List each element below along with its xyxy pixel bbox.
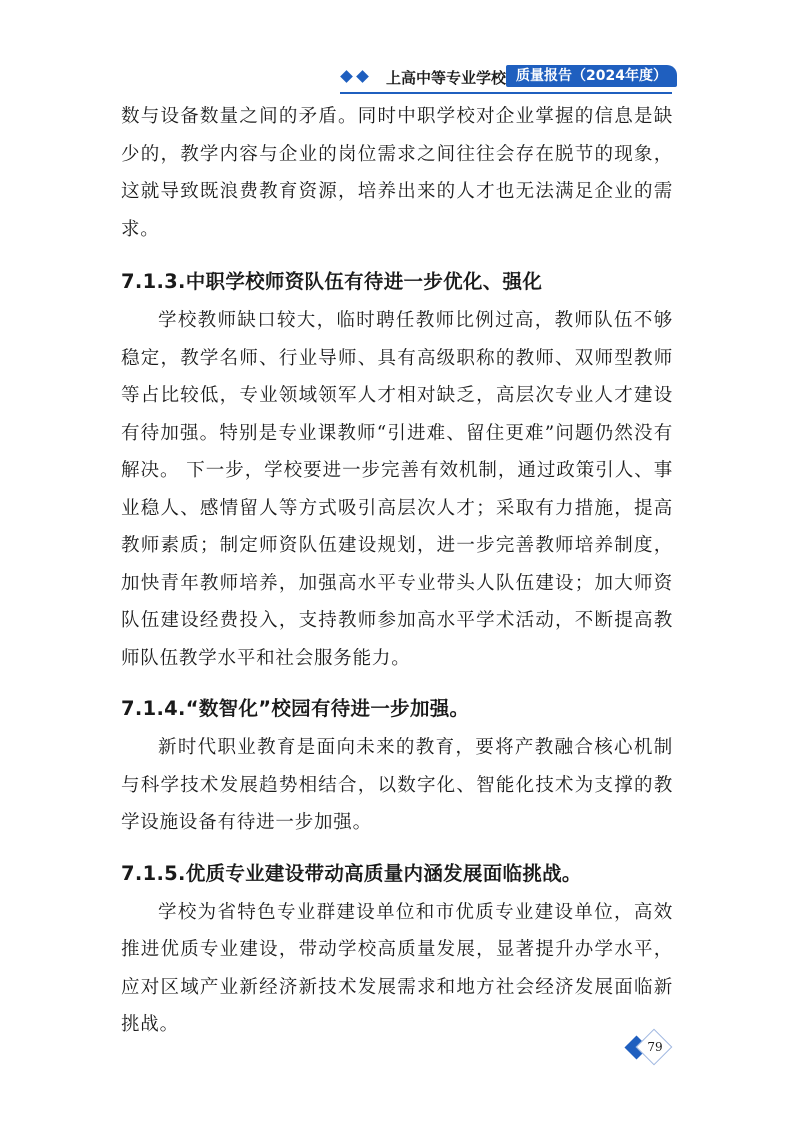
header-diamond-icon: [340, 71, 376, 83]
header-divider: [340, 92, 672, 94]
paragraph-7-1-5: 学校为省特色专业群建设单位和市优质专业建设单位，高效推进优质专业建设，带动学校高质量发展，显著提升办学水平，应对区域产业新经济新技术发展需求和地方社会经济发展面临新挑战。: [121, 901, 673, 1035]
page-number-badge: [624, 1030, 674, 1066]
paragraph-continuation: 数与设备数量之间的矛盾。同时中职学校对企业掌握的信息是缺少的，教学内容与企业的岗位需求之间往往会存在脱节的现象，这就导致既浪费教育资源，培养出来的人才也无法满足企业的需求。: [121, 106, 673, 240]
paragraph-7-1-3: 学校教师缺口较大，临时聘任教师比例过高，教师队伍不够稳定，教学名师、行业导师、具有高级职称的教师、双师型教师等占比较低，专业领域领军人才相对缺乏，高层次专业人才建设有待加强。特别是专业课教师“引进难、留住更难”问题仍然没有解决。 下一步，学校要进一步完善有效机制，通过政策引人、事业稳人、感情留人等方式吸引高层次人才；采取有力措施，提高教师素质；制定师资队伍建设规划，进一步完善教师培养制度，加快青年教师培养，加强高水平专业带头人队伍建设；加大师资队伍建设经费投入，支持教师参加高水平学术活动，不断提高教师队伍教学水平和社会服务能力。: [121, 310, 673, 669]
section-heading-7-1-3: 7.1.3.中职学校师资队伍有待进一步优化、强化: [121, 270, 543, 293]
section-heading-7-1-5: 7.1.5.优质专业建设带动高质量内涵发展面临挑战。: [121, 861, 582, 885]
paragraph-7-1-4: 新时代职业教育是面向未来的教育，要将产教融合核心机制与科学技术发展趋势相结合，以数字化、智能化技术为支撑的教学设施设备有待进一步加强。: [121, 737, 673, 833]
page-header: [340, 64, 672, 90]
diamond-icon: [340, 70, 353, 83]
section-heading-7-1-4: 7.1.4.“数智化”校园有待进一步加强。: [121, 697, 470, 720]
report-title-badge: 质量报告（2024年度）: [506, 65, 677, 87]
diamond-icon: [356, 70, 369, 83]
page-number: 79: [647, 1040, 663, 1054]
school-name: 上高中等专业学校: [386, 69, 507, 87]
document-body: [121, 98, 673, 1044]
